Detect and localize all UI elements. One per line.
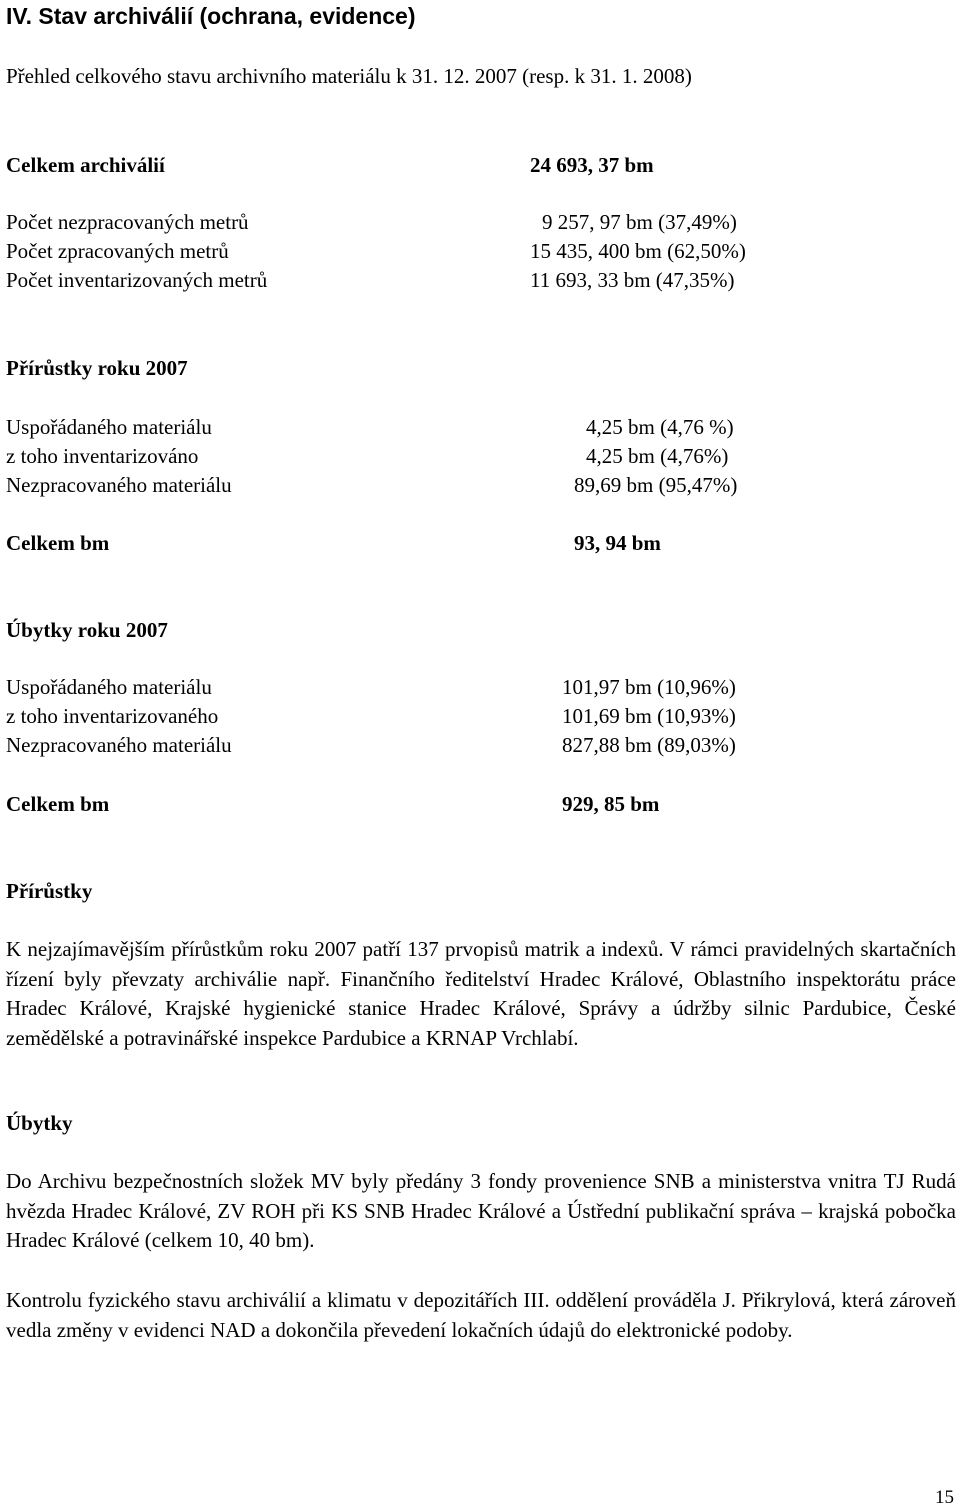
inventoried-meters-value: 11 693, 33 bm (47,35%)	[530, 268, 735, 292]
unprocessed-meters-label: Počet nezpracovaných metrů	[6, 210, 249, 234]
processed-meters-value: 15 435, 400 bm (62,50%)	[530, 239, 746, 263]
increments-paragraph: K nejzajímavějším přírůstkům roku 2007 patří 137 prvopisů matrik a indexů. V rámci pravidelných skartačních řízení byly převzaty archiválie např. Finančního ředitelství Hradec Králové, Oblastního inspektorátu práce Hradec Králové, Krajské hygienické stanice Hradec Králové, Správy a údržby silnic Pardubice, České zemědělské a potravinářské inspekce Pardubice a KRNAP Vrchlabí.	[6, 937, 956, 1050]
page-number: 15	[935, 1487, 954, 1508]
inventoried-meters-label: Počet inventarizovaných metrů	[6, 268, 268, 292]
section-title: IV. Stav archiválií (ochrana, evidence)	[6, 3, 416, 29]
overview-line: Přehled celkového stavu archivního materiálu k 31. 12. 2007 (resp. k 31. 1. 2008)	[6, 64, 692, 88]
decrements-inventoried-value: 101,69 bm (10,93%)	[562, 704, 736, 728]
increments-unprocessed-value: 89,69 bm (95,47%)	[574, 473, 738, 497]
processed-meters-label: Počet zpracovaných metrů	[6, 239, 229, 263]
decrements-arranged-label: Uspořádaného materiálu	[6, 675, 212, 699]
increments-total-value: 93, 94 bm	[574, 531, 661, 555]
increments-unprocessed-label: Nezpracovaného materiálu	[6, 473, 232, 497]
decrements-heading: Úbytky roku 2007	[6, 618, 168, 642]
increments-heading: Přírůstky roku 2007	[6, 356, 188, 380]
increments-arranged-value: 4,25 bm (4,76 %)	[586, 415, 734, 439]
increments-total-label: Celkem bm	[6, 531, 110, 555]
increments-arranged-label: Uspořádaného materiálu	[6, 415, 212, 439]
decrements-unprocessed-label: Nezpracovaného materiálu	[6, 733, 232, 757]
increments-inventoried-label: z toho inventarizováno	[6, 444, 199, 468]
decrements-paragraph-1: Do Archivu bezpečnostních složek MV byly předány 3 fondy provenience SNB a ministerstva vnitra TJ Rudá hvězda Hradec Králové, ZV ROH při KS SNB Hradec Králové a Ústřední publikační správa – krajská pobočka Hradec Králové (celkem 10, 40 bm).	[6, 1169, 956, 1252]
decrements-total-label: Celkem bm	[6, 792, 110, 816]
increments-text-heading: Přírůstky	[6, 879, 93, 903]
decrements-arranged-value: 101,97 bm (10,96%)	[562, 675, 736, 699]
decrements-text-heading: Úbytky	[6, 1111, 73, 1135]
decrements-inventoried-label: z toho inventarizovaného	[6, 704, 219, 728]
decrements-total-value: 929, 85 bm	[562, 792, 660, 816]
increments-inventoried-value: 4,25 bm (4,76%)	[586, 444, 729, 468]
total-archives-value: 24 693, 37 bm	[530, 153, 654, 177]
decrements-unprocessed-value: 827,88 bm (89,03%)	[562, 733, 736, 757]
unprocessed-meters-value: 9 257, 97 bm (37,49%)	[542, 210, 737, 234]
total-archives-label: Celkem archiválií	[6, 153, 165, 177]
decrements-paragraph-2: Kontrolu fyzického stavu archiválií a klimatu v depozitářích III. oddělení prováděla J. Přikrylová, která zároveň vedla změny v evidenci NAD a dokončila převedení lokačních údajů do elektronické podoby.	[6, 1288, 956, 1342]
